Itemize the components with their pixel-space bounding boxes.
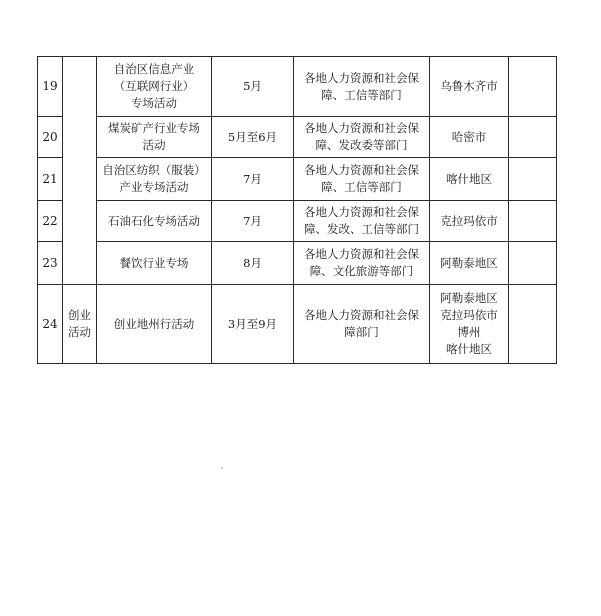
activity-time: 3月至9月 bbox=[212, 285, 294, 364]
row-number: 21 bbox=[38, 158, 63, 201]
table-row bbox=[38, 242, 557, 285]
note-cell bbox=[509, 57, 557, 117]
activity-name: 煤炭矿产行业专场 活动 bbox=[97, 117, 212, 158]
host-region: 克拉玛依市 bbox=[430, 201, 509, 242]
activity-schedule-table bbox=[37, 56, 557, 364]
activity-time: 7月 bbox=[212, 158, 294, 201]
activity-name: 自治区纺织（服装） 产业专场活动 bbox=[97, 158, 212, 201]
responsible-departments: 各地人力资源和社会保 障、工信等部门 bbox=[294, 57, 430, 117]
host-region: 阿勒泰地区 克拉玛依市 博州 喀什地区 bbox=[430, 285, 509, 364]
activity-type: 创业 活动 bbox=[63, 285, 97, 364]
activity-time: 7月 bbox=[212, 201, 294, 242]
responsible-departments: 各地人力资源和社会保 障部门 bbox=[294, 285, 430, 364]
row-number: 19 bbox=[38, 57, 63, 117]
responsible-departments: 各地人力资源和社会保 障、发改委等部门 bbox=[294, 117, 430, 158]
activity-type-cell bbox=[63, 57, 97, 285]
responsible-departments: 各地人力资源和社会保 障、工信等部门 bbox=[294, 158, 430, 201]
activity-time: 5月至6月 bbox=[212, 117, 294, 158]
note-cell bbox=[509, 117, 557, 158]
activity-time: 8月 bbox=[212, 242, 294, 285]
row-number: 22 bbox=[38, 201, 63, 242]
table-row bbox=[38, 117, 557, 158]
activity-name: 餐饮行业专场 bbox=[97, 242, 212, 285]
note-cell bbox=[509, 242, 557, 285]
responsible-departments: 各地人力资源和社会保 障、发改、工信等部门 bbox=[294, 201, 430, 242]
row-number: 23 bbox=[38, 242, 63, 285]
note-cell bbox=[509, 201, 557, 242]
table-row bbox=[38, 57, 557, 117]
host-region: 喀什地区 bbox=[430, 158, 509, 201]
row-number: 20 bbox=[38, 117, 63, 158]
activity-name: 自治区信息产业 （互联网行业） 专场活动 bbox=[97, 57, 212, 117]
activity-time: 5月 bbox=[212, 57, 294, 117]
host-region: 哈密市 bbox=[430, 117, 509, 158]
responsible-departments: 各地人力资源和社会保 障、文化旅游等部门 bbox=[294, 242, 430, 285]
activity-name: 石油石化专场活动 bbox=[97, 201, 212, 242]
table-row bbox=[38, 201, 557, 242]
scan-speck bbox=[221, 467, 223, 469]
row-number: 24 bbox=[38, 285, 63, 364]
host-region: 乌鲁木齐市 bbox=[430, 57, 509, 117]
host-region: 阿勒泰地区 bbox=[430, 242, 509, 285]
activity-name: 创业地州行活动 bbox=[97, 285, 212, 364]
note-cell bbox=[509, 285, 557, 364]
table-row bbox=[38, 158, 557, 201]
note-cell bbox=[509, 158, 557, 201]
table-row bbox=[38, 285, 557, 364]
